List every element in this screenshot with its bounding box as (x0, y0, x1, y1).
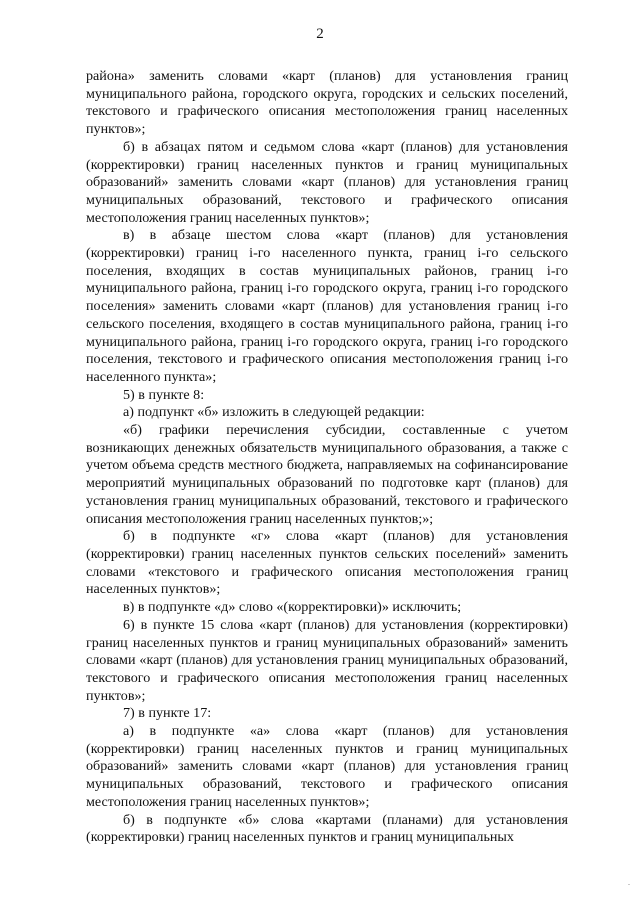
paragraph-point-5-quote: «б) графики перечисления субсидии, составленные с учетом возникающих денежных обязательств муниципального образования, а также с учетом объема средств местного бюджета, направляемых на софинансирование мероприятий муниципальных образований по подготовке карт (планов) для установления границ муниципальных образований, текстового и графического описания местоположения границ населенных пунктов;»; (86, 422, 568, 527)
paragraph-point-5: 5) в пункте 8: (123, 386, 205, 403)
paragraph-point-5-a: а) подпункт «б» изложить в следующей редакции: (123, 404, 425, 421)
scan-mark: . (628, 878, 630, 887)
page-number: 2 (316, 26, 324, 42)
paragraph-point-5-b: б) в подпункте «г» слова «карт (планов) для установления (корректировки) границ населенных пунктов сельских поселений» заменить словами «текстового и графического описания местоположения границ населенных пунктов»; (86, 528, 568, 598)
paragraph-item-v-abzac: в) в абзаце шестом слова «карт (планов) для установления (корректировки) границ i-го населенного пункта, границ i-го сельского поселения, входящих в состав муниципальных районов, границ i-го муниципального района, границ i-го городского округа, границ i-го городского поселения» заменить словами «карт (планов) для установления границ i-го сельского поселения, входящего в состав муниципального района, границ i-го муниципального района, границ i-го городского округа, границ i-го городского поселения, текстового и графического описания местоположения границ i-го населенного пункта»; (86, 227, 568, 385)
paragraph-point-7-b: б) в подпункте «б» слова «картами (планами) для установления (корректировки) границ населенных пунктов и границ муниципальных (86, 811, 568, 846)
paragraph-point-7-a: а) в подпункте «а» слова «карт (планов) для установления (корректировки) границ населенных пунктов и границ муниципальных образований» заменить словами «карт (планов) для установления границ муниципальных образований, текстового и графического описания местоположения границ населенных пунктов»; (86, 723, 568, 810)
paragraph-point-5-v: в) в подпункте «д» слово «(корректировки)» исключить; (123, 599, 462, 616)
paragraph-point-6: 6) в пункте 15 слова «карт (планов) для установления (корректировки) границ населенных пунктов и границ муниципальных образований» заменить словами «карт (планов) для установления границ муниципальных образований, текстового и графического описания местоположения границ населенных пунктов»; (86, 616, 568, 704)
paragraph-point-7: 7) в пункте 17: (123, 705, 212, 722)
paragraph-item-b-abzac: б) в абзацах пятом и седьмом слова «карт (планов) для установления (корректировки) границ населенных пунктов и границ муниципальных образований» заменить словами «карт (планов) для установления границ муниципальных образований, текстового и графического описания местоположения границ населенных пунктов»; (86, 138, 568, 226)
paragraph-continuation: района» заменить словами «карт (планов) для установления границ муниципального района, городского округа, городских и сельских поселений, текстового и графического описания местоположения границ населенных пунктов»; (86, 68, 568, 138)
document-body (86, 68, 568, 847)
